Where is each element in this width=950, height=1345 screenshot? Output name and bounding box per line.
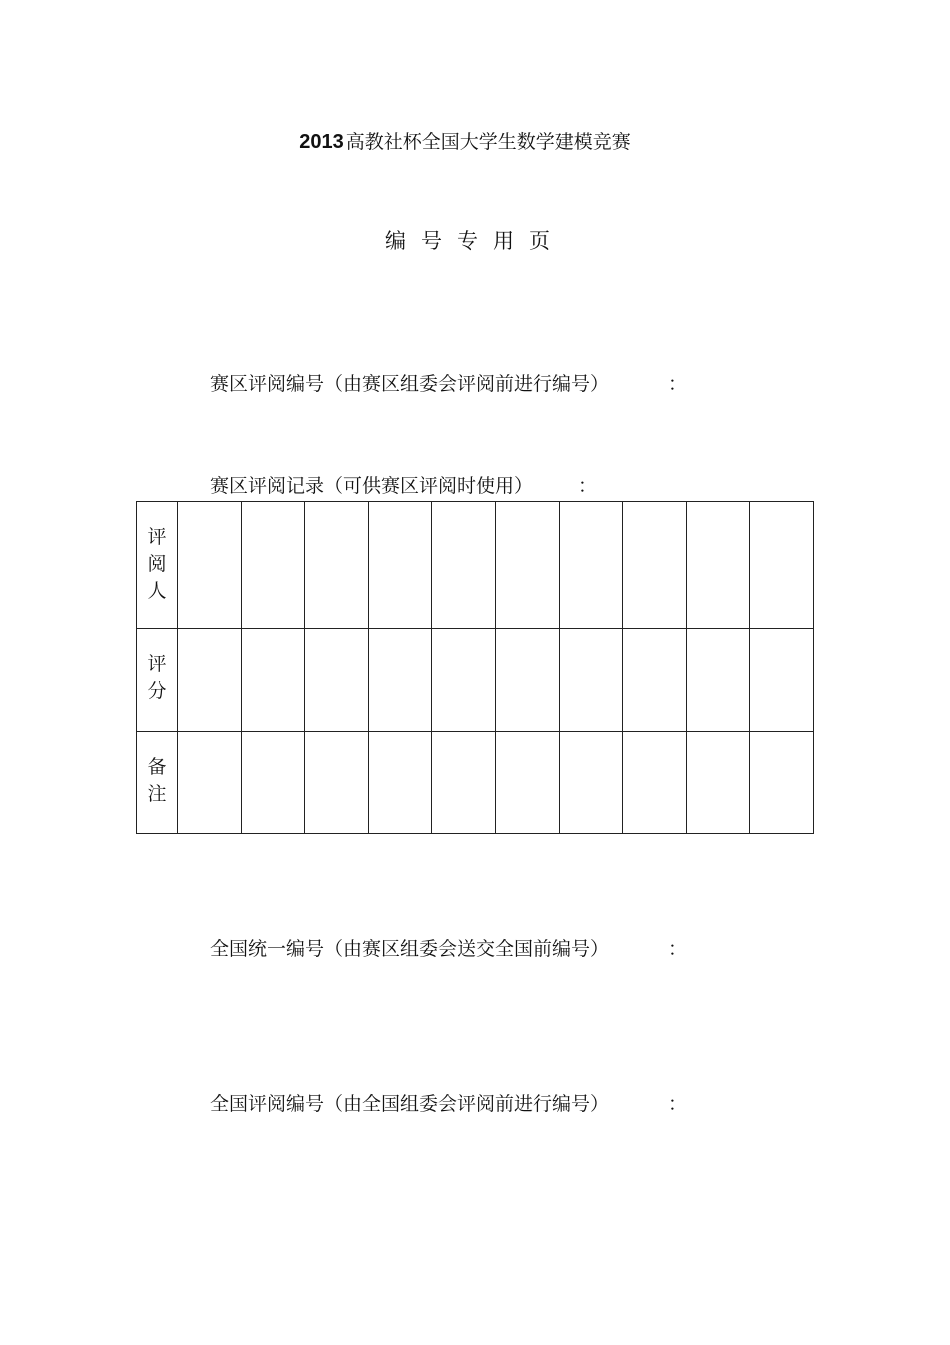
row-label <box>137 629 178 732</box>
score-row <box>137 629 814 732</box>
national-unified-number-label: 全国统一编号（由赛区组委会送交全国前编号） <box>210 938 610 960</box>
national-review-number-label: 全国评阅编号（由全国组委会评阅前进行编号） <box>210 1093 610 1115</box>
division-review-record-line <box>210 472 598 500</box>
page-title <box>0 128 930 156</box>
remarks-row <box>137 732 814 834</box>
table-cell[interactable] <box>686 502 750 629</box>
table-cell[interactable] <box>178 502 242 629</box>
table-cell[interactable] <box>432 732 496 834</box>
division-review-number-label: 赛区评阅编号（由赛区组委会评阅前进行编号） <box>210 373 610 395</box>
row-label-text: 评分 <box>147 653 167 702</box>
table-cell[interactable] <box>623 502 687 629</box>
table-cell[interactable] <box>305 629 369 732</box>
division-review-number-line <box>210 370 688 398</box>
review-record-table <box>136 501 814 834</box>
table-cell[interactable] <box>750 502 814 629</box>
page-subtitle: 编号专用页 <box>385 229 565 253</box>
table-cell[interactable] <box>241 629 305 732</box>
colon: ： <box>668 938 688 960</box>
table-cell[interactable] <box>432 502 496 629</box>
table-cell[interactable] <box>305 502 369 629</box>
title-year: 2013 <box>299 131 344 153</box>
division-review-record-label: 赛区评阅记录（可供赛区评阅时使用） <box>210 475 534 497</box>
colon: ： <box>578 475 598 497</box>
table-cell[interactable] <box>559 629 623 732</box>
table-cell[interactable] <box>368 502 432 629</box>
table-cell[interactable] <box>305 732 369 834</box>
table-cell[interactable] <box>495 502 559 629</box>
row-label <box>137 502 178 629</box>
national-review-number-line <box>210 1090 688 1118</box>
colon: ： <box>668 1093 688 1115</box>
reviewer-row <box>137 502 814 629</box>
table-cell[interactable] <box>495 629 559 732</box>
table-cell[interactable] <box>368 732 432 834</box>
title-text: 高教社杯全国大学生数学建模竞赛 <box>345 131 631 153</box>
row-label <box>137 732 178 834</box>
table-cell[interactable] <box>495 732 559 834</box>
table-cell[interactable] <box>178 629 242 732</box>
table-cell[interactable] <box>686 732 750 834</box>
table-cell[interactable] <box>750 732 814 834</box>
table-cell[interactable] <box>559 502 623 629</box>
national-unified-number-line <box>210 935 688 963</box>
row-label-text: 备注 <box>147 756 167 805</box>
row-label-text: 评阅人 <box>147 526 167 602</box>
table-cell[interactable] <box>241 502 305 629</box>
table-cell[interactable] <box>368 629 432 732</box>
table-cell[interactable] <box>241 732 305 834</box>
colon: ： <box>668 373 688 395</box>
table-cell[interactable] <box>750 629 814 732</box>
table-cell[interactable] <box>432 629 496 732</box>
table-cell[interactable] <box>559 732 623 834</box>
table-cell[interactable] <box>623 732 687 834</box>
table-cell[interactable] <box>686 629 750 732</box>
table-cell[interactable] <box>178 732 242 834</box>
table-cell[interactable] <box>623 629 687 732</box>
